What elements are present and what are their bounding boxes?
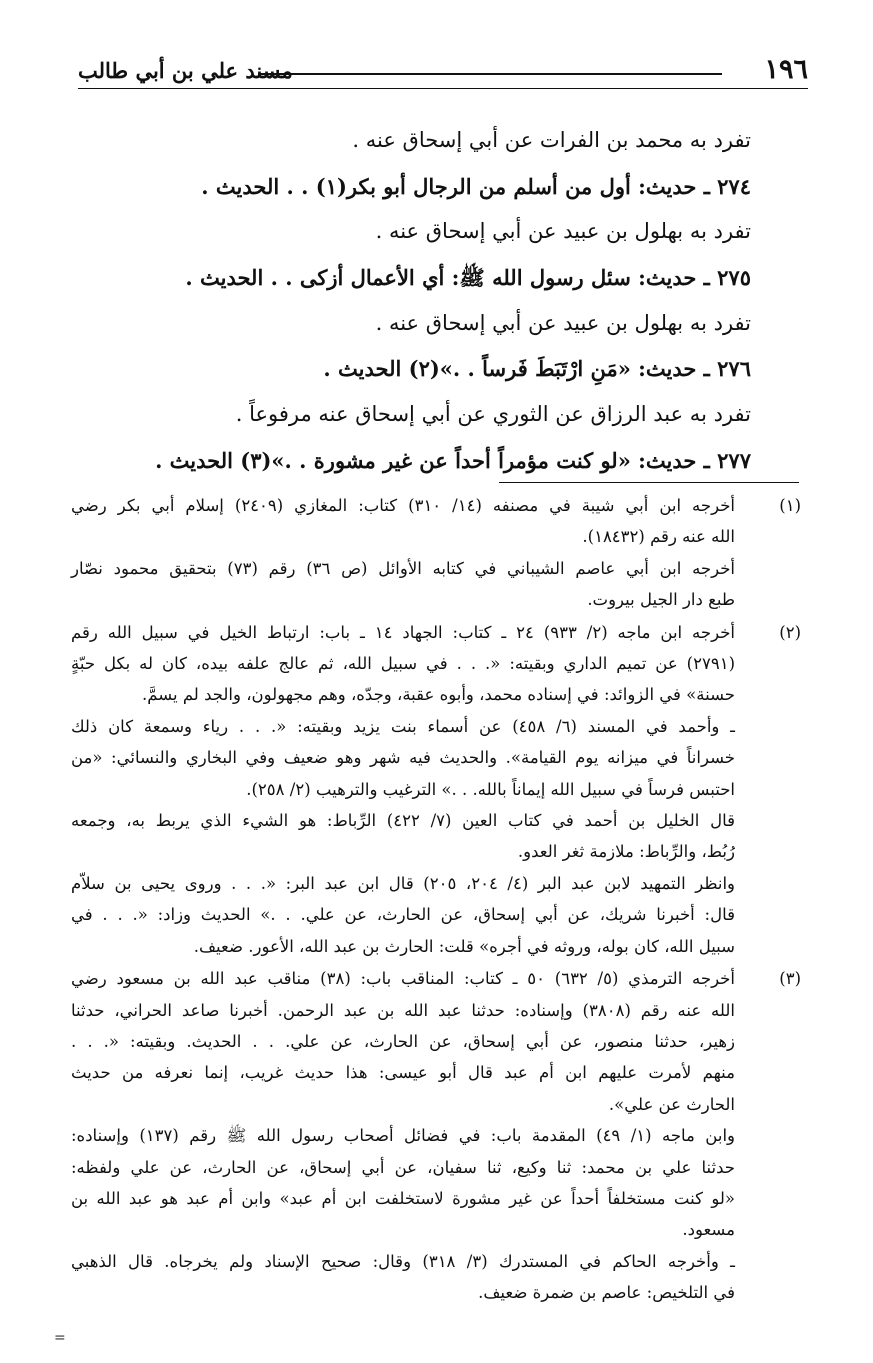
footnote-line: قال: أخبرنا شريك، عن أبي إسحاق، عن الحارث، عن علي. . .» الحديث وزاد: «. . . في bbox=[71, 905, 735, 925]
footnote-line: احتبس فرساً في سبيل الله إيماناً بالله. . .» الترغيب والترهيب (٢/ ٢٥٨). bbox=[246, 779, 735, 799]
footnote-line: أخرجه ابن ماجه (٢/ ٩٣٣) ٢٤ ـ كتاب: الجهاد ١٤ ـ باب: ارتباط الخيل في سبيل الله رقم bbox=[71, 622, 735, 642]
hadith-line-276: ٢٧٦ ـ حديث: «مَنِ ارْتَبَطَ فَرساً . .»(٢) الحديث . bbox=[323, 356, 751, 382]
footnote-line: ـ وأخرجه الحاكم في المستدرك (٣/ ٣١٨) وقال: صحيح الإسناد ولم يخرجاه. قال الذهبي bbox=[71, 1251, 735, 1271]
footnote-line: طبع دار الجيل بيروت. bbox=[587, 590, 735, 610]
header-rule bbox=[258, 73, 722, 75]
page-header bbox=[78, 50, 808, 90]
main-text bbox=[101, 118, 751, 484]
text-line: تفرد به بهلول بن عبيد عن أبي إسحاق عنه . bbox=[375, 310, 751, 335]
margin-mark: = bbox=[54, 1330, 66, 1346]
footnote-line: وانظر التمهيد لابن عبد البر (٤/ ٢٠٤، ٢٠٥) قال ابن عبد البر: «. . . وروى يحيى بن سلاّم bbox=[71, 873, 736, 893]
footnote-number: (٣) bbox=[779, 969, 801, 989]
footnote-line: الله عنه رقم (١٨٤٣٢). bbox=[582, 527, 735, 547]
footnotes bbox=[71, 490, 801, 1310]
footnote-line: (٢٧٩١) عن تميم الداري وبقيته: «. . . في سبيل الله، ثم عالج علفه بيده، كان له بكل حبّةٍ bbox=[71, 654, 735, 674]
footnote-line: سبيل الله، كان بوله، وروثه في أجره» قلت: الحارث بن عبد الله، الأعور. ضعيف. bbox=[193, 936, 735, 956]
footnote-line: الحارث عن علي». bbox=[608, 1094, 735, 1114]
footnote-3 bbox=[71, 963, 801, 1308]
footnote-line: زهير، حدثنا منصور، عن أبي إسحاق، عن الحارث، عن علي. . . الحديث. وبقيته: «. . . bbox=[71, 1031, 735, 1051]
footnote-line: منهم لأمرت عليهم ابن أم عبد قال أبو عيسى: هذا حديث غريب، إنما نعرفه من حديث bbox=[71, 1063, 735, 1083]
footnote-line: الله عنه رقم (٣٨٠٨) وإسناده: حدثنا عبد الله بن عبد الرحمن. أخبرنا صاعد الحراني، حدثنا bbox=[71, 1000, 735, 1020]
footnote-1 bbox=[71, 490, 801, 616]
footnote-line: في التلخيص: عاصم بن ضمرة ضعيف. bbox=[478, 1283, 735, 1303]
footnote-line: وابن ماجه (١/ ٤٩) المقدمة باب: في فضائل أصحاب رسول الله ﷺ رقم (١٣٧) وإسناده: bbox=[71, 1126, 735, 1146]
footnote-line: خسراناً في ميزانه يوم القيامة». والحديث فيه شهر وهو ضعيف وفي البخاري والنسائي: «من bbox=[71, 748, 735, 768]
text-line: تفرد به محمد بن الفرات عن أبي إسحاق عنه . bbox=[352, 128, 751, 152]
footnote-line: قال الخليل بن أحمد في كتاب العين (٧/ ٤٢٢) الرِّباط: هو الشيء الذي يربط به، وجمعه bbox=[71, 811, 735, 831]
running-title: مسند علي بن أبي طالب bbox=[78, 58, 293, 83]
text-line: تفرد به عبد الرزاق عن الثوري عن أبي إسحاق عنه مرفوعاً . bbox=[235, 402, 751, 427]
footnote-line: أخرجه ابن أبي عاصم الشيباني في كتابه الأوائل (ص ٣٦) رقم (٧٣) بتحقيق محمود نصّار bbox=[71, 558, 736, 578]
footnote-divider bbox=[499, 482, 799, 483]
footnote-number: (٢) bbox=[779, 622, 801, 642]
footnote-line: أخرجه الترمذي (٥/ ٦٣٢) ٥٠ ـ كتاب: المناقب باب: (٣٨) مناقب عبد الله بن مسعود رضي bbox=[71, 969, 735, 989]
footnote-line: حدثنا علي بن محمد: ثنا وكيع، ثنا سفيان، عن أبي إسحاق، عن الحارث، عن علي ولفظه: bbox=[71, 1157, 735, 1177]
hadith-line-274: ٢٧٤ ـ حديث: أول من أسلم من الرجال أبو بكر(١) . . الحديث . bbox=[201, 173, 751, 199]
footnote-number: (١) bbox=[779, 496, 801, 515]
footnote-line: ـ وأحمد في المسند (٦/ ٤٥٨) عن أسماء بنت يزيد وبقيته: «. . . رياء وسمعة كان ذلك bbox=[71, 716, 735, 736]
footnote-line: حسنة» في الزوائد: في إسناده محمد، وأبوه عقبة، وجدّه، وهم مجهولون، والجد لم يسمَّ. bbox=[142, 685, 735, 705]
text-line: تفرد به بهلول بن عبيد عن أبي إسحاق عنه . bbox=[375, 219, 751, 244]
footnote-line: مسعود. bbox=[682, 1220, 735, 1240]
footnote-line: رُبُط، والرِّباط: ملازمة ثغر العدو. bbox=[517, 842, 735, 862]
header-underline bbox=[78, 88, 808, 89]
hadith-line-277: ٢٧٧ ـ حديث: «لو كنت مؤمراً أحداً عن غير مشورة . .»(٣) الحديث . bbox=[155, 447, 751, 473]
footnote-2 bbox=[71, 617, 801, 962]
page-number: ١٩٦ bbox=[764, 54, 808, 85]
hadith-line-275: ٢٧٥ ـ حديث: سئل رسول الله ﷺ: أي الأعمال أزكى . . الحديث . bbox=[185, 265, 751, 291]
footnote-line: أخرجه ابن أبي شيبة في مصنفه (١٤/ ٣١٠) كتاب: المغازي (٢٤٠٩) إسلام أبي بكر رضي bbox=[71, 496, 735, 515]
footnote-line: «لو كنت مستخلفاً أحداً عن غير مشورة لاستخلفت ابن أم عبد» وابن أم عبد هو عبد الله بن bbox=[71, 1188, 735, 1208]
